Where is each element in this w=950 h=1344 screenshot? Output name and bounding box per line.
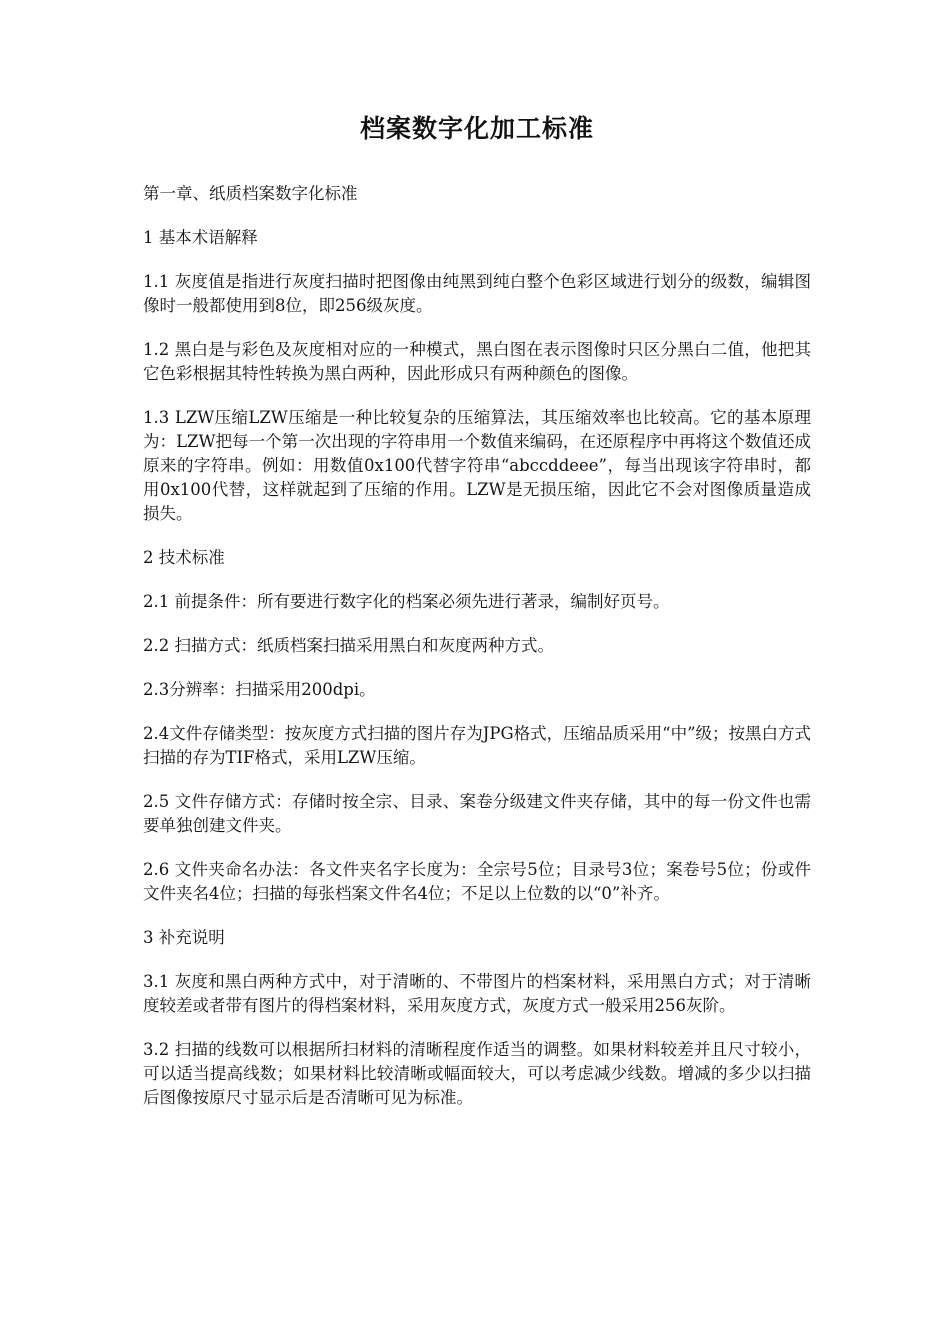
paragraph-1-1: 1.1 灰度值是指进行灰度扫描时把图像由纯黑到纯白整个色彩区域进行划分的级数，编辑图像时一般都使用到8位，即256级灰度。: [143, 272, 811, 315]
paragraph-2-2: 2.2 扫描方式：纸质档案扫描采用黑白和灰度两种方式。: [143, 636, 554, 655]
paragraph-2-5: 2.5 文件存储方式：存储时按全宗、目录、案卷分级建文件夹存储，其中的每一份文件也需要单独创建文件夹。: [143, 792, 811, 835]
chapter-heading: 第一章、纸质档案数字化标准: [143, 184, 358, 203]
paragraph-2-6: 2.6 文件夹命名办法：各文件夹名字长度为：全宗号5位；目录号3位；案卷号5位；份或件文件夹名4位；扫描的每张档案文件名4位；不足以上位数的以“0”补齐。: [143, 860, 811, 903]
paragraph-1-3: 1.3 LZW压缩LZW压缩是一种比较复杂的压缩算法，其压缩效率也比较高。它的基本原理为：LZW把每一个第一次出现的字符串用一个数值来编码，在还原程序中再将这个数值还成原来的字符串。例如：用数值0x100代替字符串“abccddeee”，每当出现该字符串时，都用0x100代替，这样就起到了压缩的作用。LZW是无损压缩，因此它不会对图像质量造成损失。: [143, 408, 811, 523]
document-page: [143, 0, 811, 1344]
paragraph-1-2: 1.2 黑白是与彩色及灰度相对应的一种模式，黑白图在表示图像时只区分黑白二值，他把其它色彩根据其特性转换为黑白两种，因此形成只有两种颜色的图像。: [143, 340, 811, 383]
paragraph-2-3: 2.3分辨率：扫描采用200dpi。: [143, 680, 376, 699]
paragraph-2-1: 2.1 前提条件：所有要进行数字化的档案必须先进行著录，编制好页号。: [143, 592, 670, 611]
document-title: 档案数字化加工标准: [359, 114, 594, 143]
document-body: [143, 182, 811, 1110]
paragraph-3-1: 3.1 灰度和黑白两种方式中，对于清晰的、不带图片的档案材料，采用黑白方式；对于清晰度较差或者带有图片的得档案材料，采用灰度方式，灰度方式一般采用256灰阶。: [143, 972, 811, 1015]
section-heading-2: 2 技术标准: [143, 548, 225, 567]
section-heading-1: 1 基本术语解释: [143, 228, 258, 247]
paragraph-3-2: 3.2 扫描的线数可以根据所扫材料的清晰程度作适当的调整。如果材料较差并且尺寸较小，可以适当提高线数；如果材料比较清晰或幅面较大，可以考虑减少线数。增减的多少以扫描后图像按原尺寸显示后是否清晰可见为标准。: [143, 1040, 811, 1107]
paragraph-2-4: 2.4文件存储类型：按灰度方式扫描的图片存为JPG格式，压缩品质采用“中”级；按黑白方式扫描的存为TIF格式，采用LZW压缩。: [143, 724, 812, 767]
section-heading-3: 3 补充说明: [143, 928, 225, 947]
